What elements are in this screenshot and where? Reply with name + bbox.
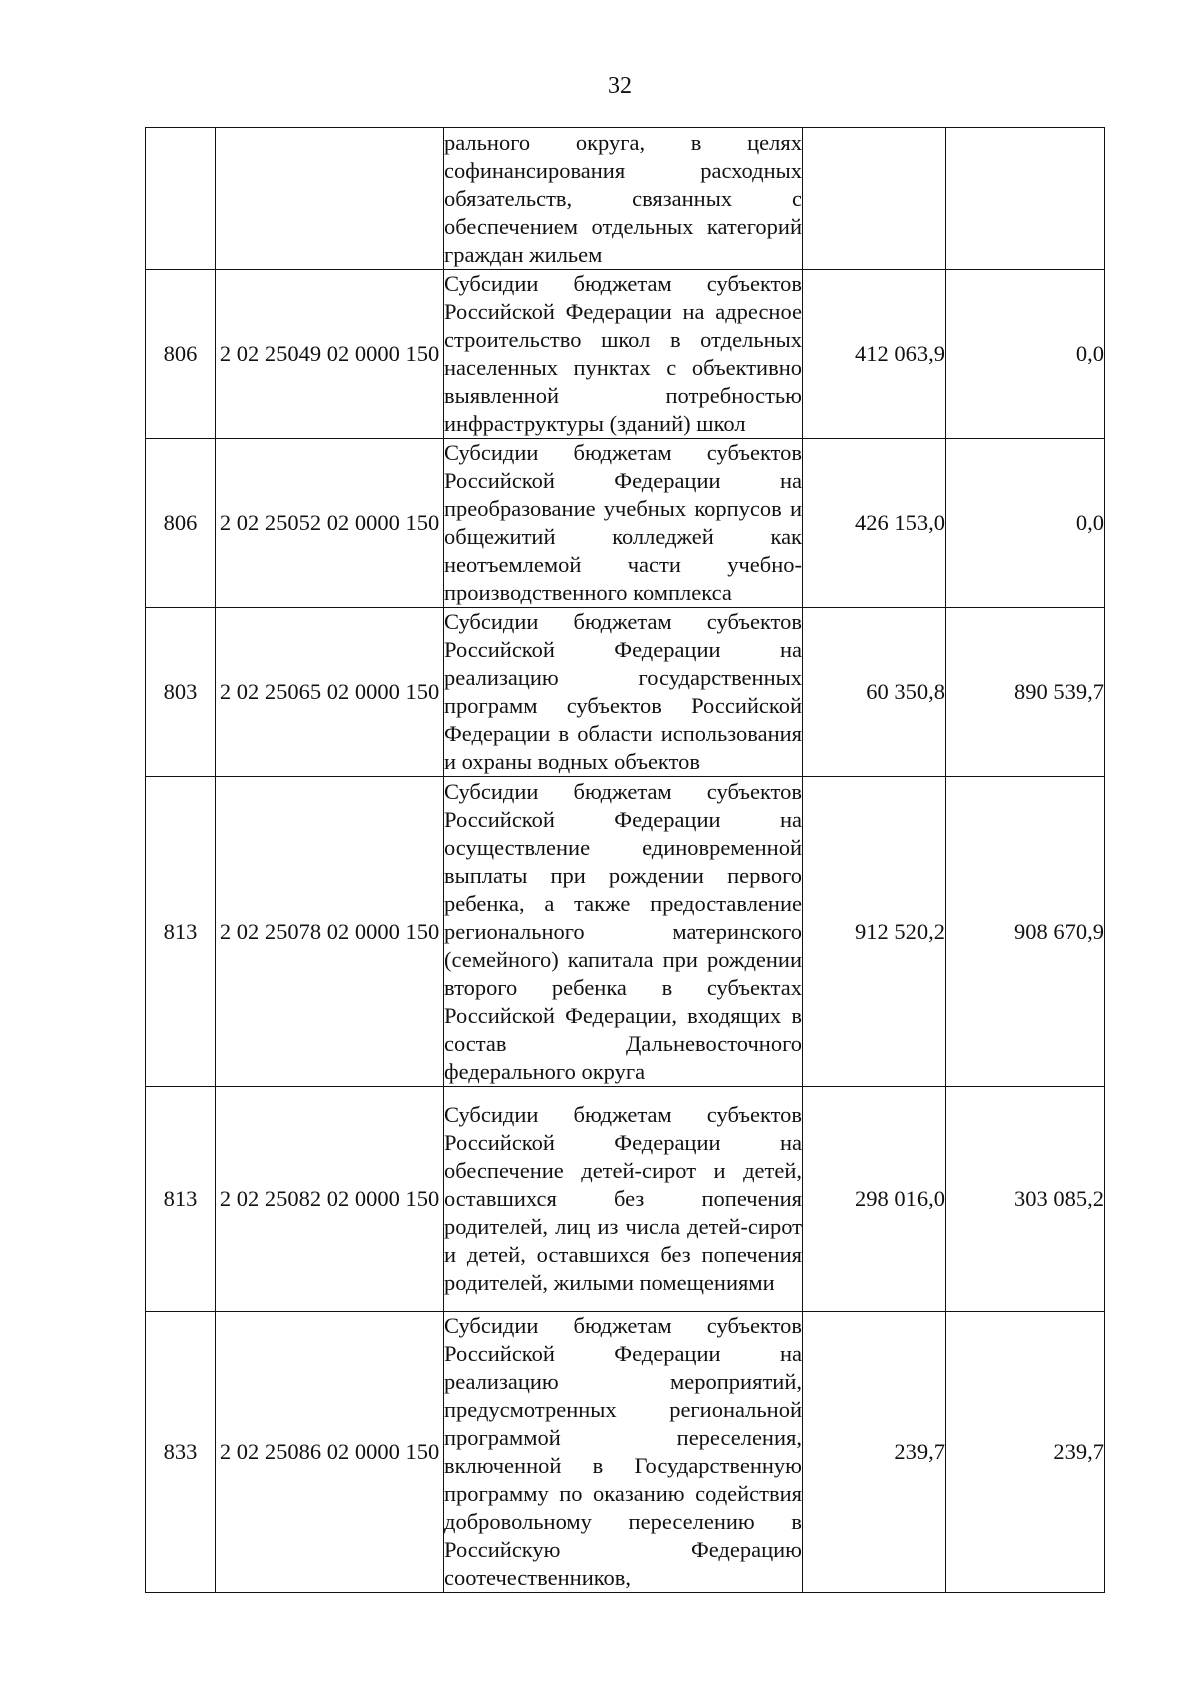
revenue-name-cell: Субсидии бюджетам субъектов Российской Федерации на адресное строительство школ в отдельных населенных пунктах с объективно выявленной потребностью инфраструктуры (зданий) школ [444, 270, 803, 439]
budget-code-cell: 2 02 25065 02 0000 150 [216, 608, 444, 777]
budget-code-cell: 2 02 25082 02 0000 150 [216, 1087, 444, 1312]
amount-cell-2: 0,0 [946, 439, 1105, 608]
admin-code-cell: 813 [146, 1087, 216, 1312]
admin-code-cell: 833 [146, 1312, 216, 1593]
amount-cell-1 [803, 128, 946, 270]
budget-code-cell: 2 02 25078 02 0000 150 [216, 777, 444, 1087]
table-row [146, 1087, 1105, 1312]
amount-cell-2: 0,0 [946, 270, 1105, 439]
admin-code-cell: 813 [146, 777, 216, 1087]
admin-code-cell: 803 [146, 608, 216, 777]
table-row [146, 777, 1105, 1087]
revenue-name-cell: Субсидии бюджетам субъектов Российской Федерации на реализацию мероприятий, предусмотренных региональной программой переселения, включенной в Государственную программу по оказанию содействия добровольному переселению в Российскую Федерацию соотечественников, [444, 1312, 803, 1593]
page-number: 32 [608, 73, 632, 99]
table-row [146, 270, 1105, 439]
amount-cell-1: 298 016,0 [803, 1087, 946, 1312]
amount-cell-2: 908 670,9 [946, 777, 1105, 1087]
revenue-name-cell: Субсидии бюджетам субъектов Российской Федерации на преобразование учебных корпусов и общежитий колледжей как неотъемлемой части учебно-производственного комплекса [444, 439, 803, 608]
table-row [146, 128, 1105, 270]
revenue-name-cell: Субсидии бюджетам субъектов Российской Федерации на реализацию государственных программ субъектов Российской Федерации в области использования и охраны водных объектов [444, 608, 803, 777]
budget-code-cell: 2 02 25049 02 0000 150 [216, 270, 444, 439]
admin-code-cell: 806 [146, 439, 216, 608]
admin-code-cell: 806 [146, 270, 216, 439]
budget-code-cell: 2 02 25052 02 0000 150 [216, 439, 444, 608]
amount-cell-2: 239,7 [946, 1312, 1105, 1593]
table-row [146, 608, 1105, 777]
admin-code-cell [146, 128, 216, 270]
amount-cell-2 [946, 128, 1105, 270]
amount-cell-1: 239,7 [803, 1312, 946, 1593]
budget-code-cell [216, 128, 444, 270]
revenue-name-cell: Субсидии бюджетам субъектов Российской Федерации на обеспечение детей-сирот и детей, оставшихся без попечения родителей, лиц из числа детей-сирот и детей, оставшихся без попечения родителей, жилыми помещениями [444, 1087, 803, 1312]
revenue-name-cell: Субсидии бюджетам субъектов Российской Федерации на осуществление единовременной выплаты при рождении первого ребенка, а также предоставление регионального материнского (семейного) капитала при рождении второго ребенка в субъектах Российской Федерации, входящих в состав Дальневосточного федерального округа [444, 777, 803, 1087]
amount-cell-1: 912 520,2 [803, 777, 946, 1087]
table-row [146, 439, 1105, 608]
table-row [146, 1312, 1105, 1593]
budget-code-cell: 2 02 25086 02 0000 150 [216, 1312, 444, 1593]
amount-cell-1: 426 153,0 [803, 439, 946, 608]
amount-cell-1: 60 350,8 [803, 608, 946, 777]
amount-cell-2: 890 539,7 [946, 608, 1105, 777]
amount-cell-1: 412 063,9 [803, 270, 946, 439]
amount-cell-2: 303 085,2 [946, 1087, 1105, 1312]
revenue-name-cell: рального округа, в целях софинансирования расходных обязательств, связанных с обеспечением отдельных категорий граждан жильем [444, 128, 803, 270]
budget-revenue-table [145, 127, 1105, 1593]
